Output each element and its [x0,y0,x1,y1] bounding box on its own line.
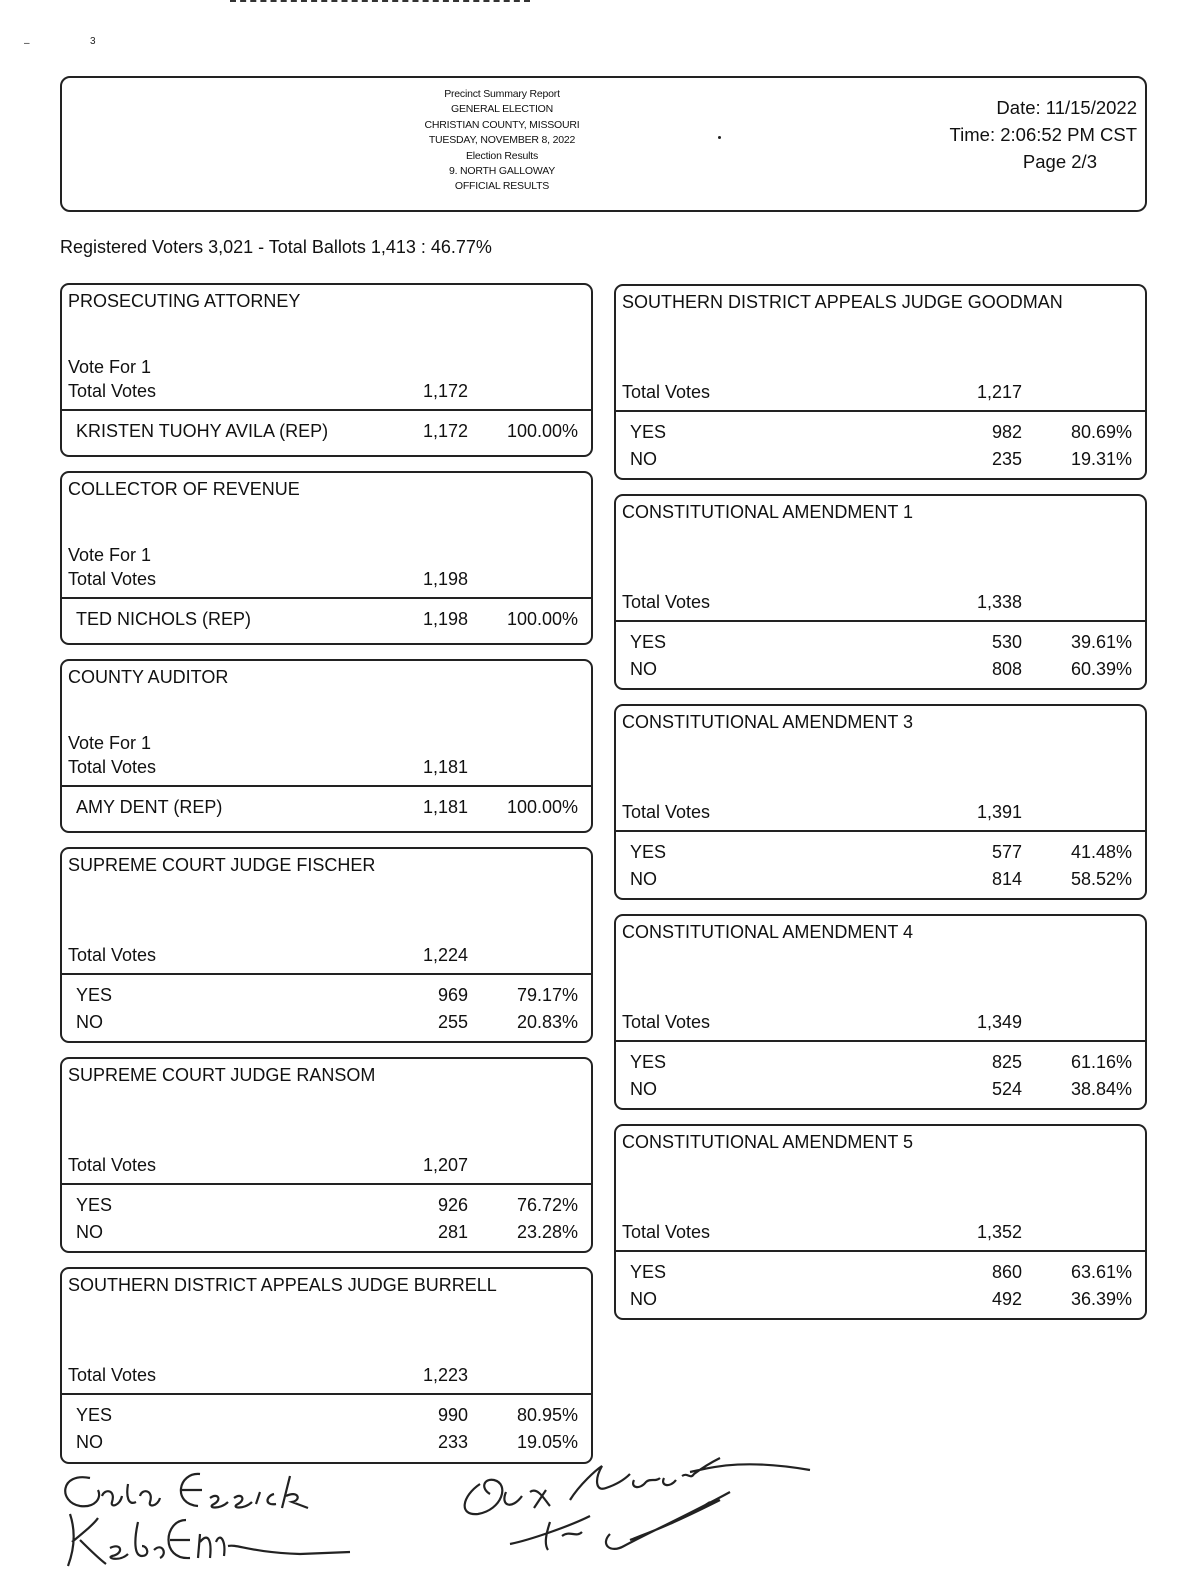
vote-for-label: Vote For 1 [68,733,152,753]
choice-name: NO [76,1222,103,1242]
choice-votes: 825 [991,1052,1022,1072]
choice-percent: 38.84% [1070,1079,1132,1099]
race-box [614,1124,1147,1320]
choice-name: NO [630,1079,657,1099]
vote-for-label: Vote For 1 [68,545,152,565]
total-votes-count: 1,223 [422,1365,468,1385]
page-number: Page 2/3 [1022,151,1097,172]
choice-percent: 100.00% [506,421,578,441]
choice-votes: 1,172 [422,421,468,441]
total-votes-count: 1,391 [976,802,1022,822]
signature-fox-russell [450,1444,820,1564]
choice-percent: 60.39% [1070,659,1132,679]
total-votes-label: Total Votes [622,1012,711,1032]
report-date: Date: 11/15/2022 [996,97,1137,118]
choice-percent: 61.16% [1070,1052,1132,1072]
race-box [614,914,1147,1110]
race-box [60,847,593,1043]
choice-percent: 36.39% [1070,1289,1132,1309]
results-divider [62,1393,591,1395]
choice-votes: 808 [991,659,1022,679]
report-time: Time: 2:06:52 PM CST [949,124,1137,145]
race-title: SOUTHERN DISTRICT APPEALS JUDGE BURRELL [68,1275,497,1295]
results-divider [616,620,1145,622]
race-title: COUNTY AUDITOR [68,667,229,687]
race-box [60,1057,593,1253]
choice-percent: 80.95% [516,1405,578,1425]
total-votes-label: Total Votes [622,382,711,402]
report-title: Precinct Summary Report [444,88,560,100]
choice-votes: 1,181 [422,797,468,817]
total-votes-count: 1,349 [976,1012,1022,1032]
choice-name: TED NICHOLS (REP) [76,609,252,629]
total-votes-label: Total Votes [68,1365,157,1385]
race-box [60,659,593,833]
choice-name: YES [630,422,667,442]
choice-percent: 63.61% [1070,1262,1132,1282]
vote-for-label: Vote For 1 [68,357,152,377]
total-votes-label: Total Votes [68,945,157,965]
race-title: COLLECTOR OF REVENUE [68,479,300,499]
total-votes-count: 1,224 [422,945,468,965]
choice-votes: 235 [991,449,1022,469]
results-divider [62,1183,591,1185]
choice-votes: 492 [991,1289,1022,1309]
choice-percent: 58.52% [1070,869,1132,889]
race-title: SUPREME COURT JUDGE FISCHER [68,855,376,875]
choice-name: YES [630,1262,667,1282]
choice-name: NO [630,659,657,679]
total-votes-count: 1,207 [422,1155,468,1175]
choice-percent: 19.05% [516,1432,578,1452]
choice-votes: 982 [991,422,1022,442]
total-votes-label: Total Votes [68,381,157,401]
county-name: CHRISTIAN COUNTY, MISSOURI [424,118,580,131]
results-status: OFFICIAL RESULTS [454,180,550,193]
choice-votes: 233 [437,1432,468,1452]
choice-percent: 100.00% [506,609,578,629]
registration-summary: Registered Voters 3,021 - Total Ballots 1,413 : 46.77% [60,237,492,257]
choice-name: YES [630,842,667,862]
choice-percent: 20.83% [516,1012,578,1032]
report-header [60,76,1147,212]
scan-top-edge [230,0,530,2]
race-box [60,1267,593,1464]
results-divider [62,597,591,599]
results-divider [62,785,591,787]
race-title: CONSTITUTIONAL AMENDMENT 5 [622,1132,914,1152]
choice-votes: 990 [437,1405,468,1425]
total-votes-count: 1,172 [422,381,468,401]
choice-name: YES [76,1405,113,1425]
choice-votes: 524 [991,1079,1022,1099]
choice-name: AMY DENT (REP) [76,797,223,817]
choice-percent: 76.72% [516,1195,578,1215]
choice-name: NO [630,869,657,889]
results-label: Election Results [465,149,539,162]
total-votes-label: Total Votes [68,569,157,589]
report-meta [950,94,1137,175]
choice-votes: 255 [437,1012,468,1032]
stray-dot [718,136,721,139]
race-title: PROSECUTING ATTORNEY [68,291,301,311]
results-divider [62,973,591,975]
report-heading [402,87,602,195]
results-divider [616,410,1145,412]
choice-name: YES [630,632,667,652]
choice-name: YES [76,1195,113,1215]
choice-name: NO [630,1289,657,1309]
choice-name: NO [76,1432,103,1452]
choice-votes: 577 [991,842,1022,862]
results-divider [616,1250,1145,1252]
race-box [614,704,1147,900]
choice-percent: 23.28% [516,1222,578,1242]
choice-percent: 79.17% [516,985,578,1005]
total-votes-count: 1,338 [976,592,1022,612]
election-name: GENERAL ELECTION [450,103,554,116]
election-date: TUESDAY, NOVEMBER 8, 2022 [428,134,576,147]
total-votes-label: Total Votes [68,1155,157,1175]
choice-name: NO [630,449,657,469]
total-votes-label: Total Votes [622,592,711,612]
precinct-name: 9. NORTH GALLOWAY [448,165,556,178]
total-votes-label: Total Votes [68,757,157,777]
choice-votes: 281 [437,1222,468,1242]
scan-dash-mark: – [24,38,30,49]
race-title: SOUTHERN DISTRICT APPEALS JUDGE GOODMAN [622,292,1063,312]
choice-percent: 19.31% [1070,449,1132,469]
results-divider [616,830,1145,832]
results-divider [62,409,591,411]
choice-name: YES [76,985,113,1005]
total-votes-count: 1,181 [422,757,468,777]
total-votes-label: Total Votes [622,1222,711,1242]
choice-votes: 814 [991,869,1022,889]
choice-percent: 41.48% [1070,842,1132,862]
signature-carla-essick [50,1462,390,1572]
choice-name: KRISTEN TUOHY AVILA (REP) [76,421,329,441]
choice-votes: 530 [991,632,1022,652]
choice-percent: 100.00% [506,797,578,817]
race-title: CONSTITUTIONAL AMENDMENT 4 [622,922,914,942]
race-title: CONSTITUTIONAL AMENDMENT 3 [622,712,914,732]
race-box [60,471,593,645]
race-box [60,283,593,457]
choice-name: NO [76,1012,103,1032]
total-votes-label: Total Votes [622,802,711,822]
choice-percent: 39.61% [1070,632,1132,652]
corner-mark: 3 [90,36,96,47]
race-box [614,284,1147,480]
choice-votes: 1,198 [422,609,468,629]
choice-name: YES [630,1052,667,1072]
total-votes-count: 1,217 [976,382,1022,402]
race-box [614,494,1147,690]
total-votes-count: 1,352 [976,1222,1022,1242]
choice-votes: 926 [437,1195,468,1215]
choice-percent: 80.69% [1070,422,1132,442]
race-title: CONSTITUTIONAL AMENDMENT 1 [622,502,914,522]
choice-votes: 860 [991,1262,1022,1282]
total-votes-count: 1,198 [422,569,468,589]
results-divider [616,1040,1145,1042]
race-title: SUPREME COURT JUDGE RANSOM [68,1065,376,1085]
choice-votes: 969 [437,985,468,1005]
